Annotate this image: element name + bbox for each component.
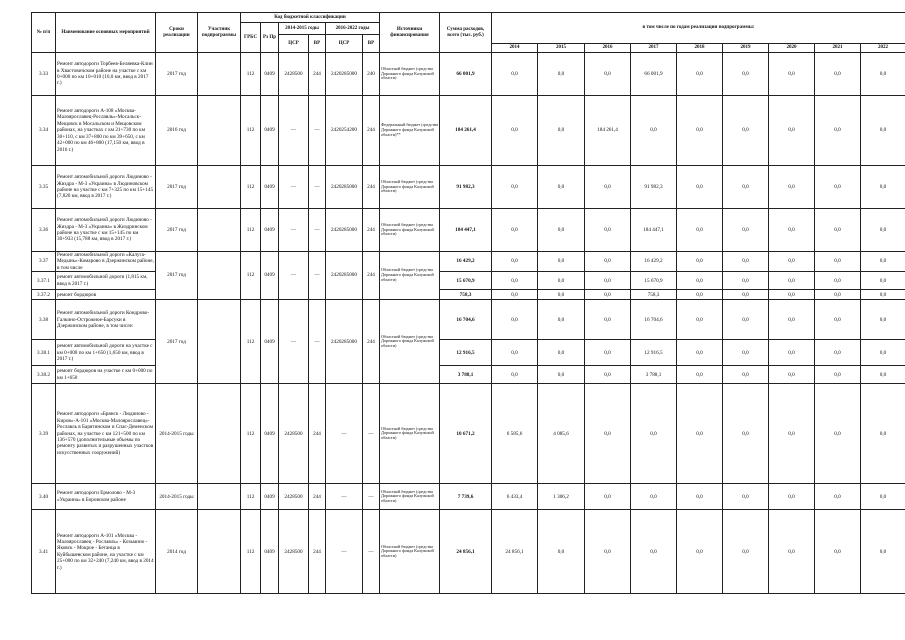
row-year-value: 0,0 <box>815 484 861 510</box>
row-year-value: 0,0 <box>815 166 861 209</box>
row-vr-2: 244 <box>363 96 380 166</box>
row-year-value: 0,0 <box>861 340 905 366</box>
row-term: 2017 год <box>156 166 198 209</box>
row-year-value: 0,0 <box>815 209 861 252</box>
row-year-value: 6 433,4 <box>492 484 538 510</box>
row-csr-1: 2428500 <box>279 384 309 484</box>
row-year-value: 0,0 <box>585 53 631 96</box>
row-name: Ремонт автомобильной дороги Кондрово-Галкино-Острожное-Барсуки в Дзержинском районе, в том числе: <box>56 300 156 340</box>
row-participant <box>198 209 241 252</box>
row-csr-1: — <box>279 209 309 252</box>
row-year-value: 0,0 <box>677 366 723 384</box>
row-csr-2: — <box>326 510 363 594</box>
row-year-value: 0,0 <box>861 53 905 96</box>
row-participant <box>198 166 241 209</box>
row-name: Ремонт автодороги А-108 «Москва-Малоярославец-Рославль»-Мосальск-Мещовск в Мосальском и Мещовском районах, на участках с км 21+730 по км 30+110, с км 37+800 по км 39+650, с км 42+000 по км 46+800 (17,150 км, ввод в 2016 г.) <box>56 96 156 166</box>
row-vr-2: — <box>363 510 380 594</box>
row-year-value: 0,0 <box>492 340 538 366</box>
row-year-value: 6 585,6 <box>492 384 538 484</box>
row-year-value: 0,0 <box>585 340 631 366</box>
table-row <box>32 209 905 252</box>
row-num: 3.39 <box>32 384 56 484</box>
row-grbs: 112 <box>241 166 261 209</box>
row-grbs: 112 <box>241 96 261 166</box>
row-year-value: 0,0 <box>815 96 861 166</box>
row-year-value: 0,0 <box>861 166 905 209</box>
row-year-value: 24 856,1 <box>492 510 538 594</box>
header-sum: Сумма расходов, всего (тыс. руб.) <box>440 13 492 53</box>
row-csr-2: 2420285000 <box>326 300 363 384</box>
row-year-value: 3 788,1 <box>631 366 677 384</box>
row-year-value: 0,0 <box>677 252 723 272</box>
header-year-2019: 2019 <box>723 44 769 53</box>
row-year-value: 0,0 <box>631 484 677 510</box>
row-year-value: 0,0 <box>861 366 905 384</box>
row-rzpr: 0409 <box>261 166 279 209</box>
row-term: 2014-2015 годы <box>156 484 198 510</box>
row-csr-1: — <box>279 96 309 166</box>
row-year-value: 0,0 <box>861 384 905 484</box>
row-year-value: 0,0 <box>492 53 538 96</box>
row-sum: 66 001,9 <box>440 53 492 96</box>
row-year-value: 0,0 <box>492 300 538 340</box>
row-grbs: 112 <box>241 53 261 96</box>
row-year-value: 0,0 <box>677 290 723 300</box>
row-year-value: 0,0 <box>815 340 861 366</box>
row-year-value: 0,0 <box>492 166 538 209</box>
row-year-value: 0,0 <box>677 510 723 594</box>
header-rzpr: Рз Пр <box>261 23 279 53</box>
row-year-value: 0,0 <box>815 53 861 96</box>
row-sum: 7 739,6 <box>440 484 492 510</box>
row-year-value: 0,0 <box>723 300 769 340</box>
row-sum: 184 261,4 <box>440 96 492 166</box>
row-grbs: 112 <box>241 484 261 510</box>
row-year-value: 0,0 <box>677 340 723 366</box>
row-csr-1: 2428500 <box>279 53 309 96</box>
row-sum: 16 704,6 <box>440 300 492 340</box>
row-year-value: 0,0 <box>677 272 723 290</box>
row-name: ремонт автомобильной дороги (1,815 км, ввод в 2017 г.) <box>56 272 156 290</box>
row-year-value: 0,0 <box>769 300 815 340</box>
row-year-value: 0,0 <box>585 290 631 300</box>
row-participant <box>198 510 241 594</box>
row-year-value: 0,0 <box>585 166 631 209</box>
row-year-value: 0,0 <box>677 484 723 510</box>
row-year-value: 0,0 <box>538 209 585 252</box>
row-csr-2: — <box>326 484 363 510</box>
row-year-value: 0,0 <box>861 300 905 340</box>
row-year-value: 0,0 <box>585 209 631 252</box>
row-csr-2: — <box>326 384 363 484</box>
row-year-value: 0,0 <box>677 53 723 96</box>
row-rzpr: 0409 <box>261 510 279 594</box>
budget-table <box>31 12 905 594</box>
row-year-value: 0,0 <box>492 96 538 166</box>
row-csr-2: 2420285000 <box>326 252 363 300</box>
row-year-value: 0,0 <box>492 252 538 272</box>
row-year-value: 66 001,9 <box>631 53 677 96</box>
header-kbk: Код бюджетной классификации <box>241 13 380 23</box>
row-year-value: 0,0 <box>723 166 769 209</box>
row-grbs: 112 <box>241 300 261 384</box>
row-num: 3.34 <box>32 96 56 166</box>
row-year-value: 16 429,2 <box>631 252 677 272</box>
row-source: Областной бюджет (средства Дорожного фонда Калужской области) <box>380 252 440 300</box>
row-year-value: 0,0 <box>815 366 861 384</box>
header-years-group: в том числе по годам реализации подпрограммы: <box>492 13 905 44</box>
header-period-2014-2015: 2014-2015 годы <box>279 23 326 35</box>
row-term: 2017 год <box>156 300 198 384</box>
row-year-value: 0,0 <box>538 340 585 366</box>
row-year-value: 0,0 <box>815 252 861 272</box>
row-year-value: 0,0 <box>815 300 861 340</box>
row-rzpr: 0409 <box>261 209 279 252</box>
row-year-value: 0,0 <box>538 272 585 290</box>
row-year-value: 0,0 <box>815 290 861 300</box>
row-rzpr: 0409 <box>261 484 279 510</box>
row-rzpr: 0409 <box>261 252 279 300</box>
row-grbs: 112 <box>241 252 261 300</box>
row-rzpr: 0409 <box>261 96 279 166</box>
row-year-value: 0,0 <box>723 340 769 366</box>
row-csr-2: 2420254200 <box>326 96 363 166</box>
row-year-value: 0,0 <box>585 384 631 484</box>
row-source: Областной бюджет (средства Дорожного фонда Калужской области) <box>380 510 440 594</box>
header-name: Наименование основных мероприятий <box>56 13 156 53</box>
row-year-value: 12 916,5 <box>631 340 677 366</box>
row-year-value: 0,0 <box>538 510 585 594</box>
row-num: 3.36 <box>32 209 56 252</box>
row-sum: 12 916,5 <box>440 340 492 366</box>
table-row <box>32 510 905 594</box>
row-num: 3.33 <box>32 53 56 96</box>
row-source: Областной бюджет (средства Дорожного фонда Калужской области) <box>380 166 440 209</box>
row-term: 2014-2015 годы <box>156 384 198 484</box>
row-year-value: 0,0 <box>769 252 815 272</box>
row-vr-2: 244 <box>363 300 380 384</box>
header-num: № п/п <box>32 13 56 53</box>
row-num: 3.38.2 <box>32 366 56 384</box>
row-year-value: 0,0 <box>861 209 905 252</box>
row-year-value: 0,0 <box>677 209 723 252</box>
row-year-value: 0,0 <box>769 96 815 166</box>
row-num: 3.38 <box>32 300 56 340</box>
row-vr-1: — <box>309 252 326 300</box>
table-body-b <box>32 384 905 594</box>
row-year-value: 0,0 <box>677 166 723 209</box>
row-name: ремонт автомобильной дороги на участке с км 0+000 по км 1+650 (1,650 км, ввод в 2017 г.) <box>56 340 156 366</box>
row-year-value: 0,0 <box>769 272 815 290</box>
row-year-value: 0,0 <box>723 272 769 290</box>
row-year-value: 0,0 <box>769 384 815 484</box>
row-year-value: 184 447,1 <box>631 209 677 252</box>
row-year-value: 0,0 <box>677 384 723 484</box>
row-csr-2: 2420285000 <box>326 166 363 209</box>
row-year-value: 758,3 <box>631 290 677 300</box>
row-num: 3.41 <box>32 510 56 594</box>
table-row <box>32 384 905 484</box>
row-vr-1: 244 <box>309 384 326 484</box>
header-year-2022: 2022 <box>861 44 905 53</box>
header-source: Источники финансирования <box>380 13 440 53</box>
row-vr-1: — <box>309 166 326 209</box>
header-csr-2: ЦСР <box>326 35 363 53</box>
header-year-2015: 2015 <box>538 44 585 53</box>
header-grbs: ГРБС <box>241 23 261 53</box>
row-name: Ремонт автодороги Торбеев-Беляевка-Клин в Хвастовичском районе на участке с км 0+000 по км 10+010 (10,0 км, ввод в 2017 г.) <box>56 53 156 96</box>
row-year-value: 4 085,6 <box>538 384 585 484</box>
row-num: 3.35 <box>32 166 56 209</box>
table-row <box>32 252 905 272</box>
row-year-value: 0,0 <box>677 300 723 340</box>
header-vr-2: ВР <box>363 35 380 53</box>
row-participant <box>198 384 241 484</box>
table-body-group-338 <box>32 300 905 384</box>
row-vr-2: 244 <box>363 166 380 209</box>
row-year-value: 0,0 <box>492 290 538 300</box>
row-csr-2: 2420285000 <box>326 53 363 96</box>
row-year-value: 15 670,9 <box>631 272 677 290</box>
row-year-value: 0,0 <box>861 510 905 594</box>
row-vr-1: 244 <box>309 53 326 96</box>
row-year-value: 0,0 <box>769 340 815 366</box>
row-year-value: 1 306,2 <box>538 484 585 510</box>
header-year-2014: 2014 <box>492 44 538 53</box>
row-vr-2: — <box>363 384 380 484</box>
row-csr-2: 2420285000 <box>326 209 363 252</box>
row-year-value: 0,0 <box>585 484 631 510</box>
row-vr-1: 244 <box>309 510 326 594</box>
row-csr-1: 2428500 <box>279 484 309 510</box>
row-year-value: 0,0 <box>492 366 538 384</box>
row-vr-1: — <box>309 209 326 252</box>
row-source: Областной бюджет (средства Дорожного фонда Калужской области) <box>380 209 440 252</box>
row-year-value: 0,0 <box>723 96 769 166</box>
row-rzpr: 0409 <box>261 53 279 96</box>
row-year-value: 0,0 <box>538 300 585 340</box>
row-csr-1: 2428500 <box>279 510 309 594</box>
header-year-2017: 2017 <box>631 44 677 53</box>
row-year-value: 0,0 <box>769 510 815 594</box>
row-participant <box>198 96 241 166</box>
row-source: Областной бюджет (средства Дорожного фонда Калужской области) <box>380 484 440 510</box>
row-vr-1: 244 <box>309 484 326 510</box>
table-body-a <box>32 53 905 252</box>
row-sum: 184 447,1 <box>440 209 492 252</box>
row-participant <box>198 53 241 96</box>
header-term: Сроки реализации <box>156 13 198 53</box>
row-source: Федеральный бюджет (средства Дорожного фонда Калужской области)** <box>380 96 440 166</box>
row-csr-1: — <box>279 300 309 384</box>
header-period-2016-2022: 2016-2022 годы <box>326 23 380 35</box>
table-row <box>32 484 905 510</box>
row-year-value: 0,0 <box>861 272 905 290</box>
row-term: 2014 год <box>156 510 198 594</box>
row-year-value: 0,0 <box>815 510 861 594</box>
row-year-value: 0,0 <box>769 166 815 209</box>
row-year-value: 0,0 <box>769 209 815 252</box>
row-term: 2017 год <box>156 252 198 300</box>
row-vr-2: 244 <box>363 252 380 300</box>
row-csr-1: — <box>279 252 309 300</box>
header-participant: Участник подпрограммы <box>198 13 241 53</box>
row-year-value: 91 982,3 <box>631 166 677 209</box>
table-row <box>32 53 905 96</box>
row-vr-2: 240 <box>363 53 380 96</box>
row-csr-1: — <box>279 166 309 209</box>
header-vr-1: ВР <box>309 35 326 53</box>
row-year-value: 0,0 <box>538 366 585 384</box>
row-year-value: 0,0 <box>538 96 585 166</box>
row-year-value: 0,0 <box>723 366 769 384</box>
row-year-value: 0,0 <box>631 384 677 484</box>
table-row <box>32 300 905 340</box>
row-year-value: 0,0 <box>538 290 585 300</box>
row-name: Ремонт автодороги А-101 «Москва - Малоярославец - Рославль» - Козьмино - Яковск - Мокрое - Бетанца в Куйбышевском районе, на участке с км 25+000 по км 32+240 (7,240 км, ввод в 2014 г.) <box>56 510 156 594</box>
row-year-value: 0,0 <box>585 252 631 272</box>
row-year-value: 0,0 <box>677 96 723 166</box>
row-year-value: 0,0 <box>631 510 677 594</box>
row-term: 2016 год <box>156 96 198 166</box>
row-sum: 91 982,3 <box>440 166 492 209</box>
header-year-2021: 2021 <box>815 44 861 53</box>
row-year-value: 0,0 <box>538 53 585 96</box>
row-year-value: 0,0 <box>861 290 905 300</box>
table-row <box>32 166 905 209</box>
row-name: Ремонт автомобильной дороги «Калуга-Медынь»-Комарово в Дзержинском районе, в том числе <box>57 252 154 271</box>
row-year-value: 16 704,6 <box>631 300 677 340</box>
row-name: Ремонт автодороги «Брянск - Людиново - Киров»-А-101 «Москва-Малоярославец»-Рославль в Барятинском и Спас-Деменском районах, на участке с км 121+500 по км 136+570 (дополнительные объемы по ремонту развитых и разрушенных участков искусственных сооружений) <box>56 384 156 484</box>
row-sum: 758,3 <box>440 290 492 300</box>
row-year-value: 0,0 <box>723 209 769 252</box>
row-num: 3.37.2 <box>32 290 56 300</box>
row-year-value: 0,0 <box>861 96 905 166</box>
table-body-group-337 <box>32 252 905 300</box>
row-participant <box>198 252 241 300</box>
row-year-value: 0,0 <box>492 209 538 252</box>
row-sum: 3 788,1 <box>440 366 492 384</box>
row-year-value: 0,0 <box>585 272 631 290</box>
row-year-value: 0,0 <box>861 252 905 272</box>
row-name: Ремонт автомобильной дороги Людиново - Жиздра - М-3 «Украина» в Людиновском районе на участке с км 7+325 по км 15+145 (7,820 км, ввод в 2017 г.) <box>56 166 156 209</box>
row-name: ремонт бордюров <box>56 290 156 300</box>
row-year-value: 0,0 <box>769 290 815 300</box>
row-year-value: 0,0 <box>769 366 815 384</box>
row-year-value: 0,0 <box>815 384 861 484</box>
row-name: Ремонт автомобильной дороги Людиново - Жиздра - М-3 «Украина» в Жиздринском районе на участке с км 15+145 по км 30+933 (15,788 км, ввод в 2017 г.) <box>56 209 156 252</box>
row-year-value: 0,0 <box>723 252 769 272</box>
row-year-value: 0,0 <box>585 366 631 384</box>
header-year-2016: 2016 <box>585 44 631 53</box>
row-sum: 24 856,1 <box>440 510 492 594</box>
row-year-value: 0,0 <box>585 300 631 340</box>
row-year-value: 0,0 <box>585 510 631 594</box>
row-num: 3.38.1 <box>32 340 56 366</box>
row-grbs: 112 <box>241 510 261 594</box>
row-vr-2: — <box>363 484 380 510</box>
row-num: 3.37.1 <box>32 272 56 290</box>
row-vr-1: — <box>309 300 326 384</box>
header-year-2020: 2020 <box>769 44 815 53</box>
row-rzpr: 0409 <box>261 300 279 384</box>
row-source: Областной бюджет (средства Дорожного фонда Калужской области) <box>380 300 440 384</box>
header-csr-1: ЦСР <box>279 35 309 53</box>
row-vr-1: — <box>309 96 326 166</box>
row-sum: 10 671,2 <box>440 384 492 484</box>
row-participant <box>198 484 241 510</box>
row-sum: 16 429,2 <box>440 252 492 272</box>
row-num: 3.40 <box>32 484 56 510</box>
row-year-value: 0,0 <box>861 484 905 510</box>
row-year-value: 0,0 <box>723 53 769 96</box>
row-name: Ремонт автодороги Ермолово - М-3 «Украина» в Боровском районе <box>56 484 156 510</box>
row-term: 2017 год <box>156 53 198 96</box>
budget-table-sheet <box>31 12 895 594</box>
row-grbs: 112 <box>241 384 261 484</box>
row-year-value: 0,0 <box>769 484 815 510</box>
row-source: Областной бюджет (средства Дорожного фонда Калужской области) <box>380 384 440 484</box>
row-name: ремонт бордюров на участке с км 0+000 по км 1+650 <box>56 366 156 384</box>
row-rzpr: 0409 <box>261 384 279 484</box>
row-year-value: 0,0 <box>723 290 769 300</box>
row-year-value: 0,0 <box>723 510 769 594</box>
row-year-value: 0,0 <box>631 96 677 166</box>
row-source: Областной бюджет (средства Дорожного фонда Калужской области) <box>380 53 440 96</box>
row-year-value: 0,0 <box>815 272 861 290</box>
row-year-value: 184 261,4 <box>585 96 631 166</box>
row-year-value: 0,0 <box>538 252 585 272</box>
row-term: 2017 год <box>156 209 198 252</box>
row-participant <box>198 300 241 384</box>
row-year-value: 0,0 <box>492 272 538 290</box>
row-vr-2: 244 <box>363 209 380 252</box>
row-year-value: 0,0 <box>723 384 769 484</box>
header-year-2018: 2018 <box>677 44 723 53</box>
table-row <box>32 96 905 166</box>
row-year-value: 0,0 <box>538 166 585 209</box>
row-sum: 15 670,9 <box>440 272 492 290</box>
row-grbs: 112 <box>241 209 261 252</box>
row-num: 3.37 <box>32 252 56 272</box>
row-year-value: 0,0 <box>769 53 815 96</box>
row-year-value: 0,0 <box>723 484 769 510</box>
